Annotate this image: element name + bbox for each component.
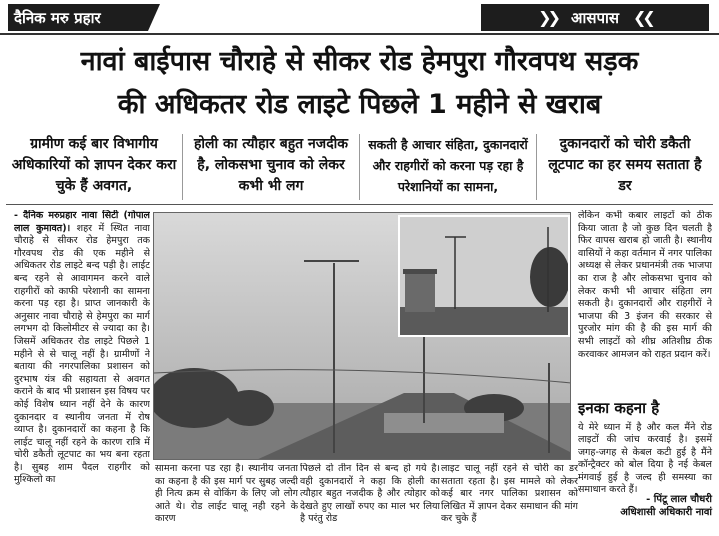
deck-1: ग्रामीण कई बार विभागीय अधिकारियों को ज्ञापन देकर करा चुके हैं अवगत, [6,134,183,200]
article-bottom-3: पिछले दो तीन दिन से बन्द हो गये है। वही दुकानदारों ने कहा कि होली का त्यौहार बहुत नजदीक है और त्योहार को देखते हुए लाखों रुपए का माल भर लिया है परंतु रोड [300,463,440,525]
article-bottom-2: सामना करना पड रहा है। स्थानीय जनता का कहना है की इस मार्ग पर सुबह जल्दी ही नित्य क्रम से वोकिंग के लिए जो लोग आते थे। रोड लाईट चालू नही रहने के कारण [155,463,298,525]
article-column-1 [14,210,150,534]
signature [578,493,712,519]
headline-line-2: की अधिकतर रोड लाइटे पिछले 1 महीने से खराब [117,89,602,120]
section-banner [481,4,709,31]
deck-3: सकती है आचार संहिता, दुकानदारों और राहगीरों को करना पड़ रहा है परेशानियों का सामना, [360,134,537,200]
deck-row [6,134,713,200]
masthead-label [8,4,148,31]
deck-4: दुकानदारों को चोरी डकैती लूटपाट का हर समय सताता है डर [548,136,702,194]
column-1-text: शहर में स्थित नावा चौराहे से सीकर रोड हेमपुरा तक गौरवपथ रोड की एक महीने से अधिकतर रोड लाइटे बन्द पड़ी है। लाईट बन्द रहने से आवागमन करने वाले राहगीरों को काफी परेशानी का सामना करना पड़ रहा है। प्राप्त जानकारी के अनुसार नावा चौराहे से हेमपुरा का मार्ग लगभग दो किलोमीटर से ज्यादा का है। जिसमें अधिकतर रोड लाइटे पिछले 1 महीने से से चालू नहीं है। ग्रामीणों ने बताया की नगरपालिका प्रशासन को दुरभाष यंत्र की सहायता से अवगत कराने के बाद भी प्रशासन इस विषय पर कोई विशेष ध्यान नहीं देने के कारण दुकानदार व स्थानीय जनता में रोष व्याप्त है। दुकानदारों का कहना है कि लाईट चालू नहीं रहने के कारण रात्रि में चोरी डकैती लूटपाट का भय बना रहता है। सुबह शाम पैदल राहगीर को मुश्किलो का [14,222,150,486]
chevron-right-icon: ❯❯ [538,8,557,27]
inset-photo [398,215,570,337]
article-column-4: लेकिन कभी कबार लाइटों को ठीक किया जाता है जो कुछ दिन चलती है फिर वापस खराब हो जाती है। स्थानीय वासियों ने कहा वर्तमान में नगर पालिका अध्यक्ष से लेकर प्रधानमंत्री तक भाजपा का राज है और लोकसभा चुनाव को लेकर कभी भी आचार संहिता लग सकती है। दुकानदारों और राहगीरों ने भाजपा की 3 इंजन की सरकार से पुरजोर मांग की है की इस मार्ग की सभी लाइटों को शीघ्र अतिशीघ्र ठीक करवाकर आमजन को राहत प्रदान करें। [578,210,712,360]
headline-line-1: नावां बाईपास चौराहे से सीकर रोड हेमपुरा गौरवपथ सड़क [80,46,639,77]
newspaper-name: दैनिक मरु प्रहार [14,8,101,27]
top-rule [0,33,719,35]
signature-name: - पिंटू लाल चौधरी [646,494,712,505]
byline: - दैनिक मरुप्रहार नावा सिटी (गोपाल लाल कुमावत)। [14,210,150,234]
headline [0,40,719,126]
deck-rule [6,204,713,205]
signature-title: अधिशासी अधिकारी नावां [620,507,712,518]
official-quote: ये मेरे ध्यान में है और कल मैंने रोड लाइटों की जांच करवाई है। इसमें जगह-जगह से केबल कटी हुई है मैंने कॉन्ट्रैक्टर को बोल दिया है नई केबल मंगवाई हुई है जल्द ही समस्या का समाधान करते हैं। [578,422,712,496]
section-name: आसपास [570,8,619,27]
subhead: इनका कहना है [578,399,660,417]
deck-2: होली का त्यौहार बहुत नजदीक है, लोकसभा चुनाव को लेकर कभी भी लग [183,134,360,200]
chevron-left-icon: ❮❮ [633,8,652,27]
article-bottom-4: लाइट चालू नहीं रहने से चोरी का डर सताता रहता है। इस मामले को लेकर कई बार नगर पालिका प्रशासन को लिखित में ज्ञापन देकर समाधान की मांग कर चुके हैं [441,463,578,525]
